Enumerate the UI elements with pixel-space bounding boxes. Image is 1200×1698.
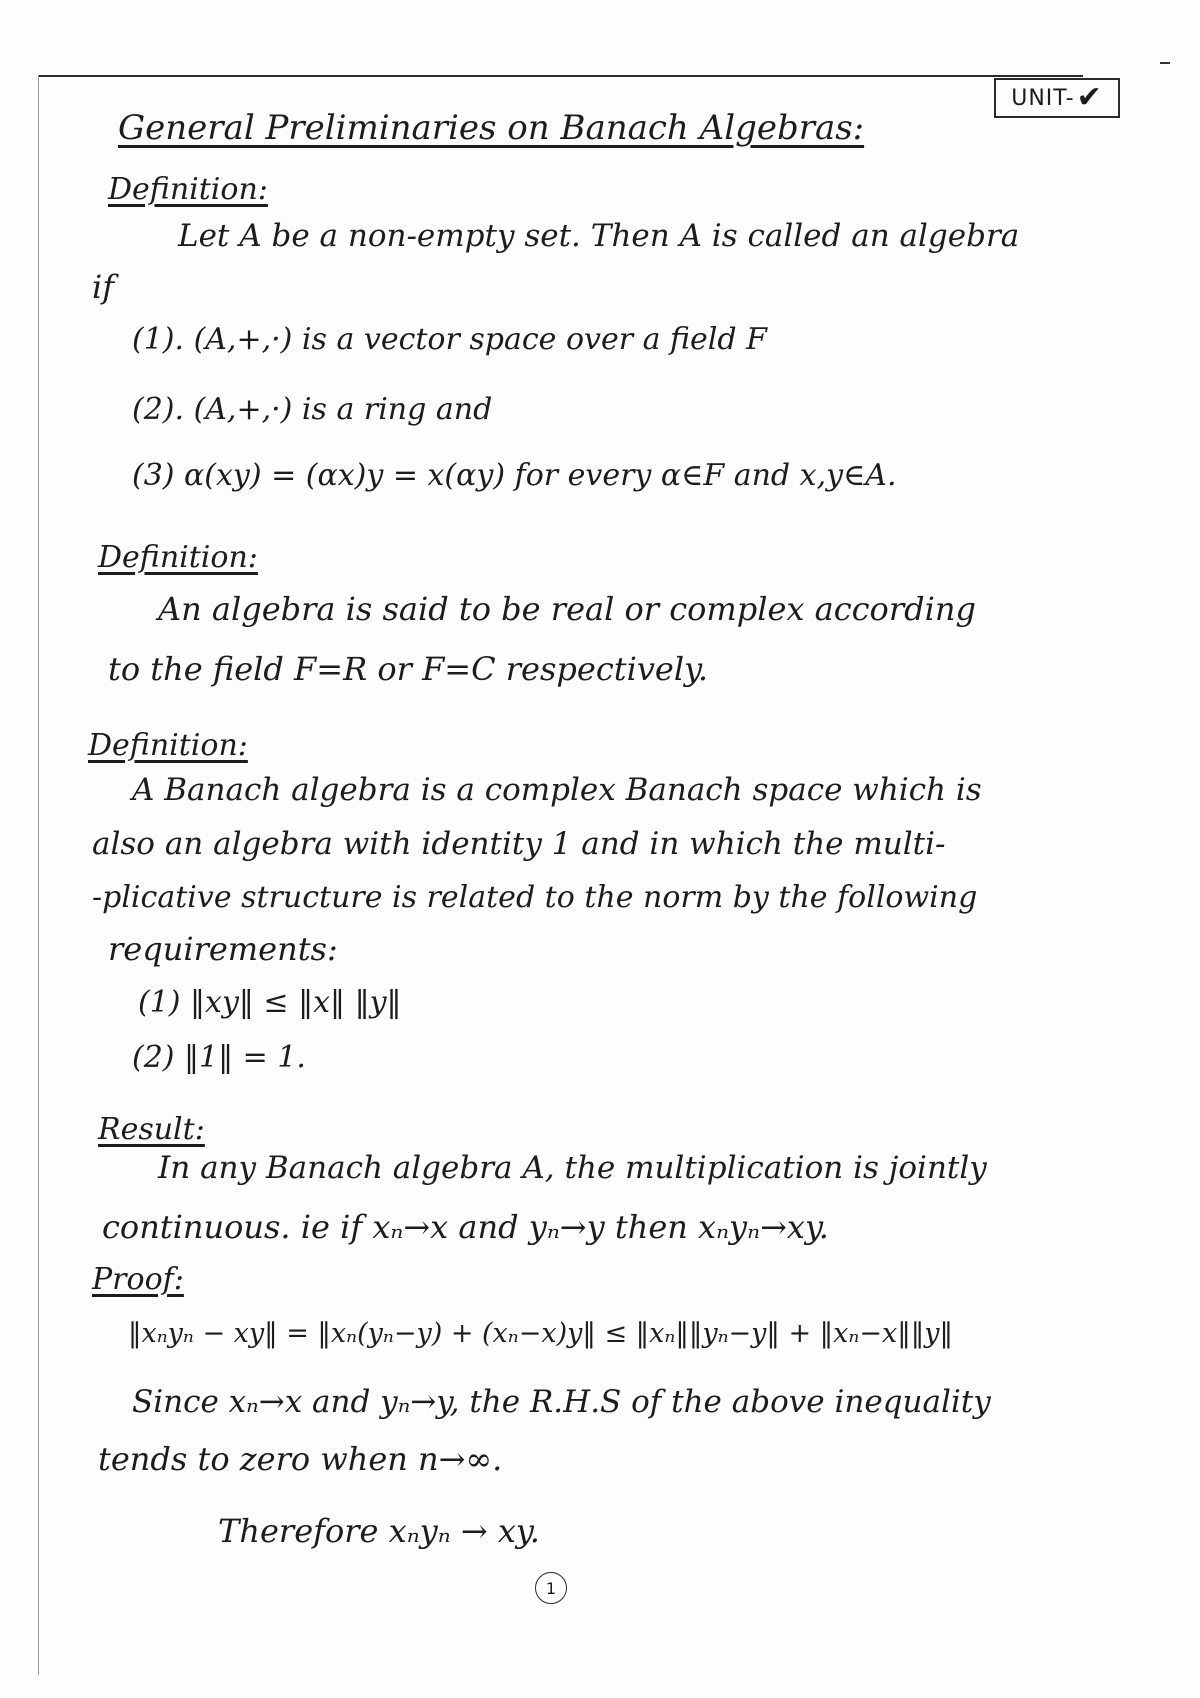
definition-1-item-1: (1). (A,+,·) is a vector space over a field F bbox=[132, 322, 767, 357]
definition-1-line-1: Let A be a non-empty set. Then A is called an algebra bbox=[178, 218, 1020, 254]
definition-3-item-2: (2) ‖1‖ = 1. bbox=[132, 1040, 306, 1075]
proof-equation: ‖xₙyₙ − xy‖ = ‖xₙ(yₙ−y) + (xₙ−x)y‖ ≤ ‖xₙ‖‖yₙ−y‖ + ‖xₙ−x‖‖y‖ bbox=[128, 1318, 953, 1349]
definition-2-line-1: An algebra is said to be real or complex according bbox=[158, 590, 976, 628]
definition-1-item-2: (2). (A,+,·) is a ring and bbox=[132, 392, 493, 427]
unit-label-box bbox=[994, 78, 1120, 118]
unit-label: UNIT- bbox=[1011, 85, 1075, 111]
corner-mark bbox=[1160, 62, 1170, 64]
proof-line-2: tends to zero when n→∞. bbox=[98, 1440, 503, 1478]
page-left-rule bbox=[38, 75, 39, 1675]
definition-1-line-2: if bbox=[92, 268, 115, 306]
proof-heading: Proof: bbox=[92, 1262, 184, 1297]
result-line-1: In any Banach algebra A, the multiplication is jointly bbox=[158, 1150, 987, 1186]
definition-3-line-3: -plicative structure is related to the norm by the following bbox=[92, 880, 978, 915]
proof-conclusion: Therefore xₙyₙ → xy. bbox=[218, 1512, 540, 1550]
proof-line-1: Since xₙ→x and yₙ→y, the R.H.S of the above inequality bbox=[132, 1384, 991, 1420]
page-number: 1 bbox=[535, 1572, 567, 1604]
result-line-2: continuous. ie if xₙ→x and yₙ→y then xₙyₙ→xy. bbox=[102, 1208, 829, 1246]
page-title: General Preliminaries on Banach Algebras: bbox=[118, 108, 865, 148]
page-top-rule bbox=[38, 75, 1083, 77]
definition-2-line-2: to the field F=R or F=C respectively. bbox=[108, 650, 709, 688]
definition-heading-2: Definition: bbox=[98, 540, 258, 575]
result-heading: Result: bbox=[98, 1112, 205, 1147]
definition-3-line-2: also an algebra with identity 1 and in which the multi- bbox=[92, 826, 946, 862]
definition-heading-3: Definition: bbox=[88, 728, 248, 763]
checkmark-icon: ✔ bbox=[1076, 80, 1103, 115]
definition-1-item-3: (3) α(xy) = (αx)y = x(αy) for every α∈F and x,y∈A. bbox=[132, 458, 897, 493]
definition-heading-1: Definition: bbox=[108, 172, 268, 207]
definition-3-line-1: A Banach algebra is a complex Banach space which is bbox=[132, 772, 982, 808]
definition-3-line-4: requirements: bbox=[108, 930, 338, 968]
definition-3-item-1: (1) ‖xy‖ ≤ ‖x‖ ‖y‖ bbox=[138, 985, 402, 1020]
